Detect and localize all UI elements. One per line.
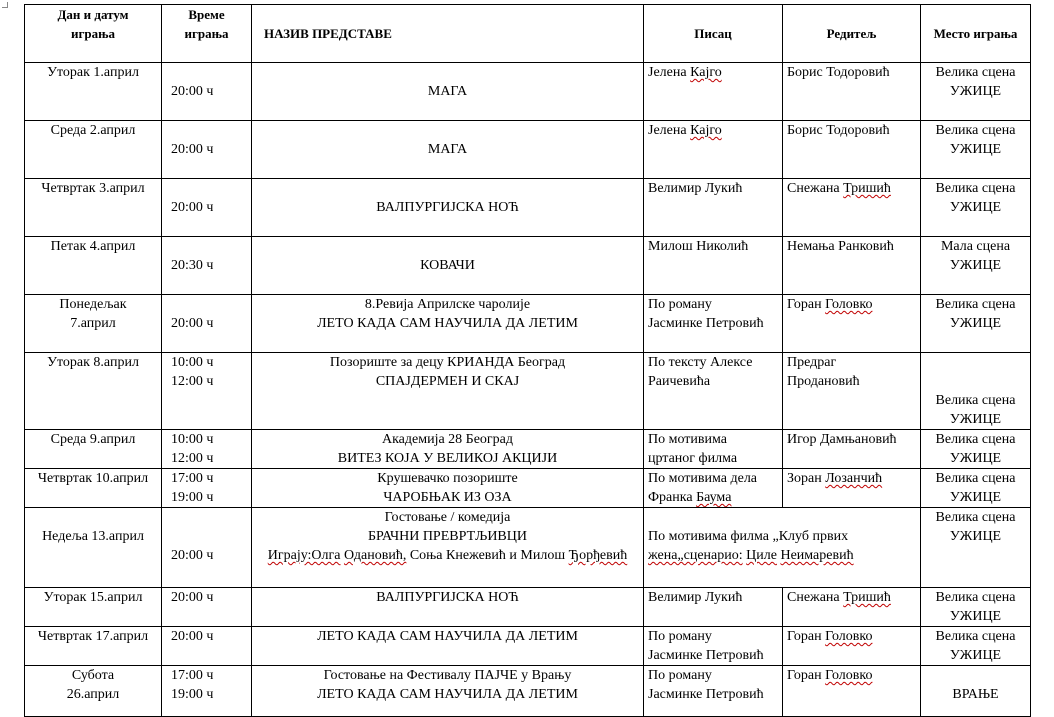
place-cell-line: Велика сцена	[935, 510, 1016, 525]
day-cell-line: Уторак 15.април	[43, 590, 143, 605]
place-cell	[921, 237, 1031, 295]
table-row	[25, 295, 1031, 353]
place-cell-line: УЖИЦЕ	[949, 142, 1002, 157]
spellcheck-underline: Лозанчић	[825, 471, 883, 486]
day-cell	[25, 295, 162, 353]
table-row	[25, 469, 1031, 508]
spellcheck-underline: Головко	[825, 297, 873, 312]
place-cell-line: Велика сцена	[935, 65, 1016, 80]
spellcheck-underline: Ђорђевић	[568, 548, 628, 563]
author-cell-line: Милош Николић	[648, 239, 749, 254]
author-cell	[644, 121, 783, 179]
director-cell-line: Снежана Тришић	[787, 181, 891, 196]
director-cell	[783, 430, 921, 469]
spellcheck-underline: Баума	[696, 490, 732, 505]
title-cell-line: ЧАРОБЊАК ИЗ ОЗА	[383, 490, 512, 505]
director-cell-line: Борис Тодоровић	[787, 65, 890, 80]
table-row	[25, 627, 1031, 666]
place-cell	[921, 295, 1031, 353]
place-cell-line: УЖИЦЕ	[949, 200, 1002, 215]
table-row	[25, 237, 1031, 295]
title-cell	[252, 666, 644, 717]
day-cell-line: Среда 2.април	[50, 123, 136, 138]
author-cell-line: Велимир Лукић	[648, 590, 743, 605]
place-cell	[921, 469, 1031, 508]
header-time	[162, 5, 252, 63]
title-cell	[252, 469, 644, 508]
place-cell	[921, 353, 1031, 430]
time-cell-line	[171, 508, 247, 527]
time-cell-line: 17:00 ч	[171, 471, 214, 486]
header-author	[644, 5, 783, 63]
director-cell	[783, 179, 921, 237]
director-cell	[783, 63, 921, 121]
director-cell	[783, 588, 921, 627]
day-cell-line: 26.април	[66, 687, 120, 702]
day-cell-line: Недеља 13.април	[42, 529, 144, 544]
author-cell-line: Јелена Кајго	[648, 65, 722, 80]
director-cell-line: Горан Головко	[787, 668, 873, 683]
spellcheck-underline: Тришић	[843, 181, 891, 196]
author-cell	[644, 179, 783, 237]
place-cell-line: УЖИЦЕ	[949, 258, 1002, 273]
place-cell	[921, 430, 1031, 469]
director-cell-line: Горан Головко	[787, 629, 873, 644]
day-cell-line: Четвртак 3.април	[41, 181, 145, 196]
title-cell-line: ВАЛПУРГИЈСКА НОЋ	[376, 200, 519, 215]
director-cell	[783, 469, 921, 508]
place-cell-line	[925, 353, 1026, 372]
time-cell	[162, 237, 252, 295]
director-cell-line: Предраг	[787, 355, 837, 370]
title-cell	[252, 121, 644, 179]
place-cell-line: УЖИЦЕ	[949, 529, 1002, 544]
table-row	[25, 121, 1031, 179]
author-cell-line: Јасминке Петровић	[648, 687, 764, 702]
spellcheck-underline: Играју:Олга	[267, 548, 341, 563]
time-cell-line	[171, 237, 247, 256]
table-row	[25, 179, 1031, 237]
day-cell	[25, 588, 162, 627]
title-cell-line: ЛЕТО КАДА САМ НАУЧИЛА ДА ЛЕТИМ	[317, 687, 578, 702]
place-cell-line: Велика сцена	[935, 590, 1016, 605]
author-cell-line: По роману	[648, 297, 712, 312]
title-cell-line: ЛЕТО КАДА САМ НАУЧИЛА ДА ЛЕТИМ	[317, 629, 578, 644]
spellcheck-underline: Головко	[825, 629, 873, 644]
place-cell-line	[925, 372, 1026, 391]
author-cell-line: Франка Баума	[648, 490, 732, 505]
place-cell	[921, 63, 1031, 121]
day-cell-line	[29, 508, 157, 527]
day-cell-line: Четвртак 10.април	[37, 471, 149, 486]
title-cell-line: ЛЕТО КАДА САМ НАУЧИЛА ДА ЛЕТИМ	[317, 316, 578, 331]
author-cell	[644, 295, 783, 353]
time-cell-line: 20:00 ч	[171, 142, 214, 157]
day-cell-line: Уторак 8.април	[47, 355, 139, 370]
table-row	[25, 508, 1031, 588]
author-cell	[644, 237, 783, 295]
time-cell-line	[171, 63, 247, 82]
title-cell-line: МАГА	[427, 142, 468, 157]
title-cell	[252, 179, 644, 237]
title-cell-line: БРАЧНИ ПРЕВРТЉИВЦИ	[367, 529, 527, 544]
day-cell	[25, 430, 162, 469]
place-cell-line: УЖИЦЕ	[949, 412, 1002, 427]
table-header-row	[25, 5, 1031, 63]
spellcheck-underline: Головко	[825, 668, 873, 683]
day-cell	[25, 353, 162, 430]
day-cell-line: Среда 9.април	[50, 432, 136, 447]
director-cell-line: Борис Тодоровић	[787, 123, 890, 138]
day-cell-line: Четвртак 17.април	[37, 629, 149, 644]
place-cell-line: Велика сцена	[935, 432, 1016, 447]
day-cell-line: Петак 4.април	[50, 239, 136, 254]
time-cell	[162, 179, 252, 237]
title-cell-line: ВИТЕЗ КОЈА У ВЕЛИКОЈ АКЦИЈИ	[337, 451, 558, 466]
place-cell	[921, 508, 1031, 588]
title-cell	[252, 63, 644, 121]
day-cell	[25, 179, 162, 237]
time-cell-line: 20:00 ч	[171, 316, 214, 331]
header-time-line-2: играња	[184, 26, 229, 41]
day-cell	[25, 508, 162, 588]
title-cell	[252, 627, 644, 666]
author-cell-line: цртаног филма	[648, 451, 738, 466]
director-cell-line: Зоран Лозанчић	[787, 471, 883, 486]
author-cell	[644, 353, 783, 430]
director-cell-line: Горан Головко	[787, 297, 873, 312]
title-cell	[252, 295, 644, 353]
place-cell	[921, 627, 1031, 666]
author-cell-line: Јасминке Петровић	[648, 648, 764, 663]
place-cell-line: УЖИЦЕ	[949, 316, 1002, 331]
title-cell-line: Академија 28 Београд	[381, 432, 514, 447]
author-director-cell	[644, 508, 921, 588]
header-place	[921, 5, 1031, 63]
place-cell-line: УЖИЦЕ	[949, 648, 1002, 663]
title-cell-line	[256, 121, 639, 140]
spellcheck-underline: Кајго	[690, 123, 722, 138]
table-row	[25, 666, 1031, 717]
author-director-cell-line	[648, 508, 916, 527]
header-time-line-1: Време	[188, 7, 225, 22]
day-cell-line: Уторак 1.април	[47, 65, 139, 80]
time-cell-line: 20:00 ч	[171, 200, 214, 215]
author-cell-line: Јасминке Петровић	[648, 316, 764, 331]
place-cell-line: УЖИЦЕ	[949, 451, 1002, 466]
author-cell	[644, 63, 783, 121]
author-cell	[644, 666, 783, 717]
title-cell	[252, 237, 644, 295]
header-day	[25, 5, 162, 63]
time-cell-line: 20:00 ч	[171, 548, 214, 563]
author-cell-line: Јелена Кајго	[648, 123, 722, 138]
time-cell	[162, 508, 252, 588]
header-title-text: НАЗИВ ПРЕДСТАВЕ	[264, 26, 392, 41]
table-move-handle[interactable]	[2, 2, 8, 8]
author-cell-line: По роману	[648, 629, 712, 644]
time-cell-line: 20:00 ч	[171, 590, 214, 605]
day-cell	[25, 121, 162, 179]
day-cell-line: Понедељак	[59, 297, 127, 312]
time-cell-line: 19:00 ч	[171, 490, 214, 505]
title-cell-line	[256, 63, 639, 82]
header-director	[783, 5, 921, 63]
title-cell-line: МАГА	[427, 84, 468, 99]
title-cell-line: КОВАЧИ	[420, 258, 475, 273]
time-cell-line	[171, 295, 247, 314]
header-day-line-1: Дан и датум	[57, 7, 129, 22]
place-cell	[921, 179, 1031, 237]
time-cell	[162, 666, 252, 717]
time-cell-line: 12:00 ч	[171, 374, 214, 389]
time-cell-line: 20:30 ч	[171, 258, 214, 273]
place-cell-line: Велика сцена	[935, 393, 1016, 408]
director-cell-line: Игор Дамњановић	[787, 432, 897, 447]
spellcheck-underline: Циле	[746, 548, 777, 563]
time-cell-line	[171, 179, 247, 198]
title-cell-line: СПАЈДЕРМЕН И СКАЈ	[375, 374, 520, 389]
place-cell-line: УЖИЦЕ	[949, 490, 1002, 505]
title-cell-line: Играју:Олга Одановић, Соња Кнежевић и Милош Ђорђевић	[267, 548, 628, 563]
time-cell	[162, 121, 252, 179]
author-cell-line: По тексту Алексе	[648, 355, 753, 370]
time-cell	[162, 588, 252, 627]
header-day-line-2: играња	[71, 26, 115, 41]
director-cell	[783, 666, 921, 717]
title-cell-line: Гостовање на Фестивалу ПАЈЧЕ у Врању	[323, 668, 572, 683]
day-cell	[25, 469, 162, 508]
time-cell	[162, 627, 252, 666]
time-cell-line: 17:00 ч	[171, 668, 214, 683]
place-cell	[921, 666, 1031, 717]
day-cell-line: Субота	[71, 668, 115, 683]
author-cell	[644, 430, 783, 469]
time-cell-line: 10:00 ч	[171, 355, 214, 370]
author-cell-line: Велимир Лукић	[648, 181, 743, 196]
spellcheck-underline: жена„сценарио:	[648, 548, 743, 563]
director-cell	[783, 353, 921, 430]
title-cell-line	[256, 237, 639, 256]
day-cell	[25, 627, 162, 666]
author-cell-line: Раичевића	[648, 374, 711, 389]
table-row	[25, 430, 1031, 469]
place-cell-line: Велика сцена	[935, 181, 1016, 196]
author-cell-line: По мотивима дела	[648, 471, 758, 486]
title-cell-line: Крушевачко позориште	[377, 471, 518, 486]
place-cell-line	[925, 666, 1026, 685]
schedule-table	[24, 4, 1031, 717]
title-cell	[252, 588, 644, 627]
author-cell	[644, 588, 783, 627]
author-director-cell-line	[648, 546, 916, 565]
table-row	[25, 588, 1031, 627]
day-cell	[25, 666, 162, 717]
director-cell	[783, 121, 921, 179]
place-cell	[921, 588, 1031, 627]
author-director-cell-line: По мотивима филма „Клуб првих	[648, 529, 849, 544]
title-cell	[252, 353, 644, 430]
day-cell	[25, 237, 162, 295]
header-place-text: Место играња	[933, 26, 1018, 41]
table-row	[25, 63, 1031, 121]
title-cell	[252, 430, 644, 469]
time-cell-line: 19:00 ч	[171, 687, 214, 702]
place-cell-line: УЖИЦЕ	[949, 609, 1002, 624]
header-director-text: Редитељ	[826, 26, 877, 41]
title-cell	[252, 508, 644, 588]
director-cell	[783, 627, 921, 666]
time-cell-line	[171, 121, 247, 140]
title-cell-line	[256, 179, 639, 198]
time-cell-line: 20:00 ч	[171, 84, 214, 99]
place-cell-line: Велика сцена	[935, 629, 1016, 644]
spellcheck-underline: Одановић,	[343, 548, 407, 563]
time-cell-line: 10:00 ч	[171, 432, 214, 447]
place-cell-line: Велика сцена	[935, 297, 1016, 312]
director-cell	[783, 295, 921, 353]
place-cell-line: Велика сцена	[935, 123, 1016, 138]
author-cell-line: По роману	[648, 668, 712, 683]
time-cell-line: 20:00 ч	[171, 629, 214, 644]
header-title	[252, 5, 644, 63]
director-cell-line: Снежана Тришић	[787, 590, 891, 605]
title-cell-line: 8.Ревија Априлске чаролије	[364, 297, 531, 312]
time-cell	[162, 469, 252, 508]
schedule-table-body	[25, 5, 1031, 717]
place-cell-line: Мала сцена	[940, 239, 1011, 254]
director-cell-line: Немања Ранковић	[787, 239, 894, 254]
title-cell-line: Гостовање / комедија	[384, 510, 511, 525]
time-cell-line: 12:00 ч	[171, 451, 214, 466]
time-cell	[162, 295, 252, 353]
place-cell	[921, 121, 1031, 179]
title-cell-line: ВАЛПУРГИЈСКА НОЋ	[376, 590, 519, 605]
time-cell-line	[171, 527, 247, 546]
time-cell	[162, 430, 252, 469]
author-cell	[644, 469, 783, 508]
time-cell	[162, 63, 252, 121]
author-cell-line: По мотивима	[648, 432, 727, 447]
spellcheck-underline: Тришић	[843, 590, 891, 605]
table-row	[25, 353, 1031, 430]
place-cell-line: Велика сцена	[935, 471, 1016, 486]
author-cell	[644, 627, 783, 666]
title-cell-line: Позориште за децу КРИАНДА Београд	[329, 355, 566, 370]
day-cell	[25, 63, 162, 121]
director-cell-line: Продановић	[787, 374, 860, 389]
day-cell-line: 7.април	[70, 316, 116, 331]
time-cell	[162, 353, 252, 430]
place-cell-line: ВРАЊЕ	[952, 687, 999, 702]
place-cell-line: УЖИЦЕ	[949, 84, 1002, 99]
spellcheck-underline: Кајго	[690, 65, 722, 80]
header-author-text: Писац	[694, 26, 732, 41]
director-cell	[783, 237, 921, 295]
spellcheck-underline: Неимаревић	[780, 548, 854, 563]
